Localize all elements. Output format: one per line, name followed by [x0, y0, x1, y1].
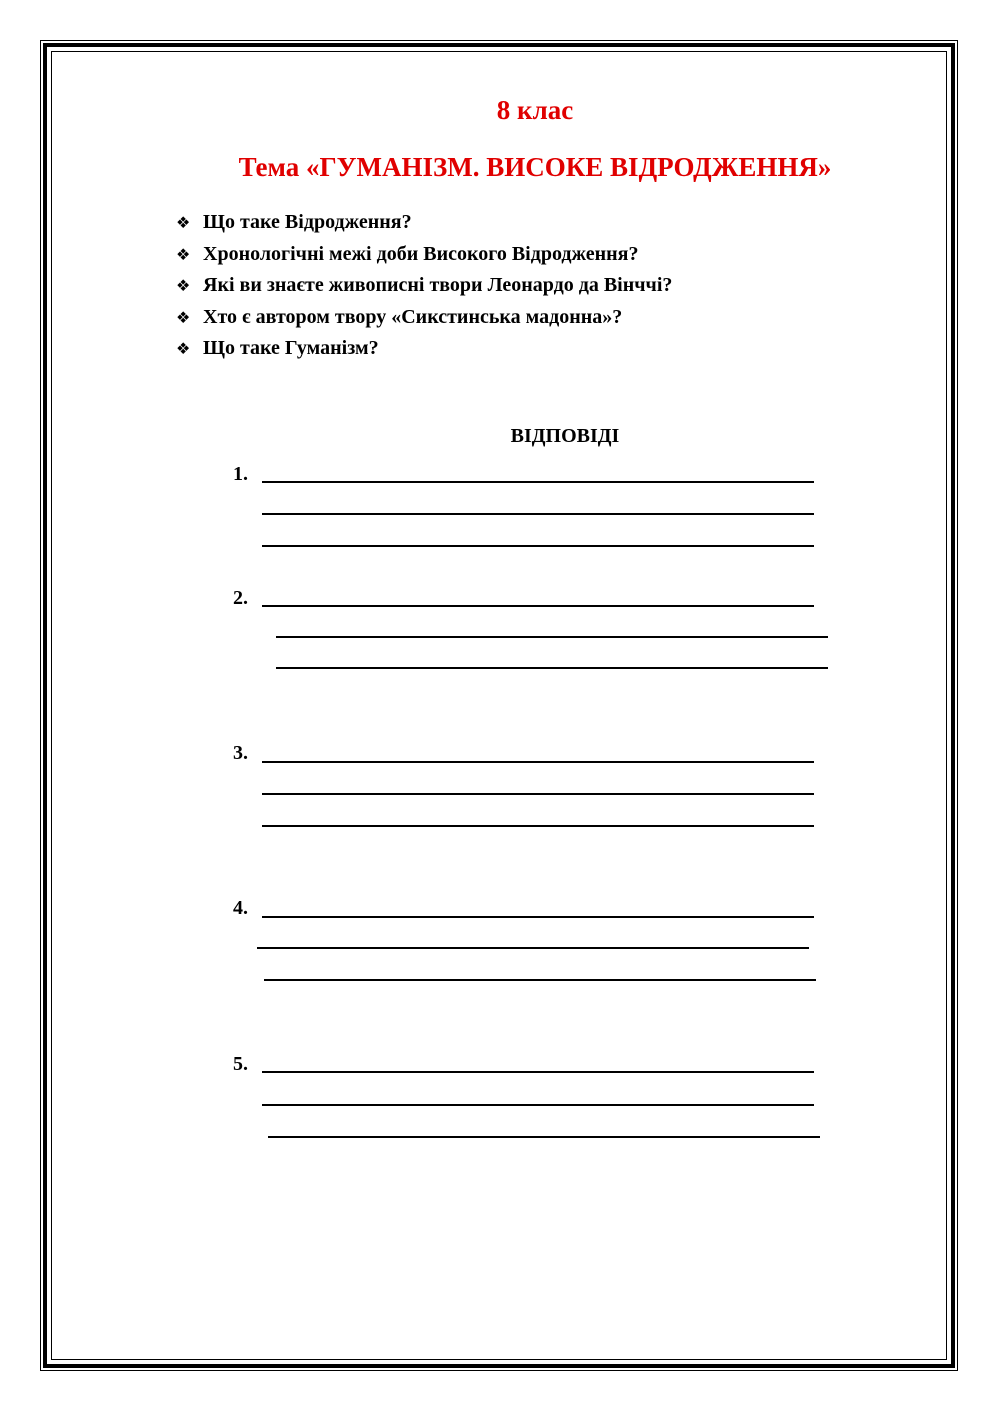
question-text: Хронологічні межі доби Високого Відродження?	[203, 242, 639, 265]
topic-title: Тема «ГУМАНІЗМ. ВИСОКЕ ВІДРОДЖЕННЯ»	[238, 152, 832, 182]
diamond-star-icon: ❖	[176, 213, 191, 232]
answer-number: 4.	[233, 897, 248, 919]
answer-line[interactable]	[262, 513, 814, 515]
diamond-star-icon: ❖	[176, 307, 191, 327]
question-text: Що таке Відродження?	[203, 211, 412, 233]
answer-line[interactable]	[262, 793, 814, 795]
answer-line[interactable]	[276, 636, 828, 638]
answer-number: 3.	[233, 742, 248, 764]
answer-line[interactable]	[262, 605, 814, 607]
question-item	[176, 302, 672, 334]
question-item	[176, 333, 672, 365]
answer-number: 2.	[233, 587, 248, 609]
answer-line[interactable]	[262, 1071, 814, 1073]
question-list	[176, 207, 672, 365]
answer-line[interactable]	[257, 947, 809, 949]
answer-line[interactable]	[276, 667, 828, 669]
answer-line[interactable]	[268, 1136, 820, 1138]
question-item	[176, 207, 672, 239]
answer-line[interactable]	[262, 825, 814, 827]
question-item	[176, 239, 672, 271]
question-item	[176, 270, 672, 302]
answer-line[interactable]	[262, 1104, 814, 1106]
answer-number: 1.	[233, 463, 248, 485]
answer-number: 5.	[233, 1053, 248, 1075]
answer-line[interactable]	[264, 979, 816, 981]
answer-line[interactable]	[262, 545, 814, 547]
answers-heading: ВІДПОВІДІ	[510, 425, 620, 447]
class-title: 8 клас	[496, 95, 574, 125]
diamond-star-icon: ❖	[176, 244, 191, 264]
answer-line[interactable]	[262, 481, 814, 483]
answer-line[interactable]	[262, 761, 814, 763]
question-text: Що таке Гуманізм?	[203, 337, 379, 359]
diamond-star-icon: ❖	[176, 276, 191, 295]
question-text: Які ви знаєте живописні твори Леонардо да Вінччі?	[203, 274, 673, 296]
diamond-star-icon: ❖	[176, 339, 191, 358]
answer-line[interactable]	[262, 916, 814, 918]
question-text: Хто є автором твору «Сикстинська мадонна»?	[203, 305, 623, 328]
